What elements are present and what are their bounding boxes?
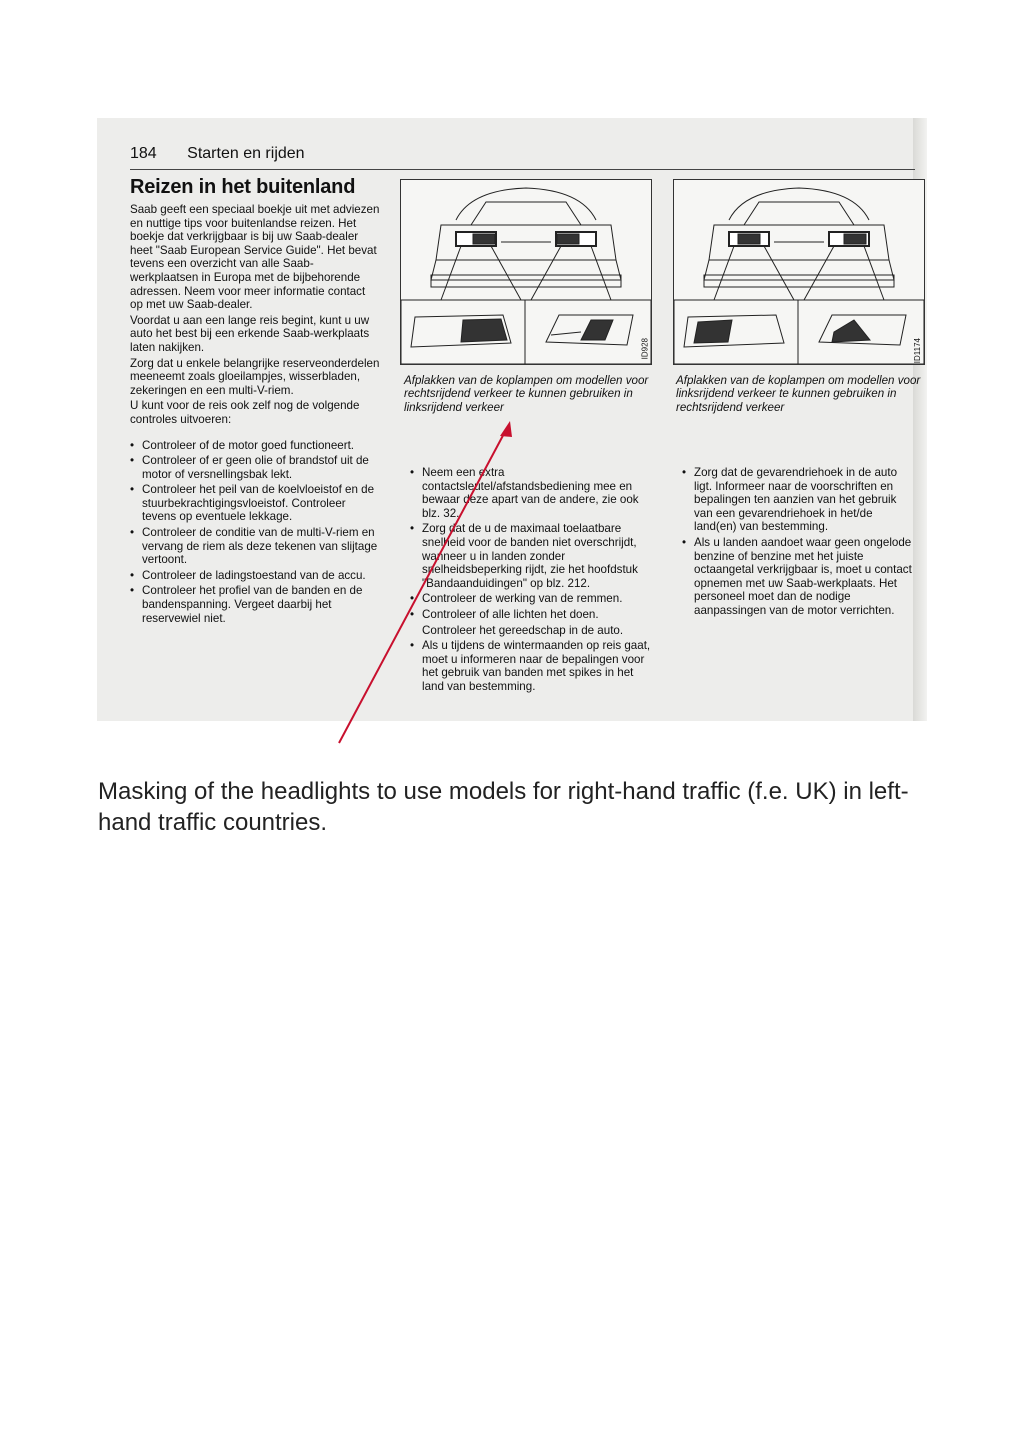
list-item: Controleer het gereedschap in de auto. <box>422 623 624 637</box>
list-item: • Controleer het profiel van de banden en de bandenspanning. Vergeet daarbij het reservewiel niet. <box>142 584 380 625</box>
list-item: • Neem een extra contactsleutel/afstandsbediening mee en bewaar deze apart van de andere, zie ook blz. 32. <box>422 466 655 520</box>
paragraph: U kunt voor de reis ook zelf nog de volgende controles uitvoeren: <box>130 399 360 426</box>
paragraph: Zorg dat u enkele belangrijke reserveonderdelen meeneemt zoals gloeilampjes, wisserbladen, zekeringen en een multi-V-riem. <box>130 356 380 397</box>
page-number: 184 <box>130 145 157 162</box>
arrow-head <box>500 421 512 437</box>
list-item: • Als u tijdens de wintermaanden op reis gaat, moet u informeren naar de bepalingen voor het gebruik van banden met spikes in het land van bestemming. <box>422 639 655 693</box>
list-item: • Zorg dat de gevarendriehoek in de auto ligt. Informeer naar de voorschriften en bepalingen ten aanzien van het gebruik van een gevarendriehoek in het/de land(en) van bestemming. <box>694 466 914 534</box>
figure-id: ID928 <box>640 338 649 360</box>
list-item: • Controleer het peil van de koelvloeistof en de stuurbekrachtigingsvloeistof. Controleer tevens op eventuele lekkage. <box>142 483 380 524</box>
figure-caption-right: Afplakken van de koplampen om modellen voor linksrijdend verkeer te kunnen gebruiken in rechtsrijdend verkeer <box>676 374 921 414</box>
list-item: • Controleer of alle lichten het doen. <box>422 608 655 622</box>
list-item: • Controleer de werking van de remmen. <box>422 592 655 606</box>
figure-id: ID1174 <box>913 338 922 364</box>
section-heading: Reizen in het buitenland <box>130 176 356 198</box>
arrow-line <box>339 428 507 743</box>
list-item: • Controleer of er geen olie of brandstof uit de motor of versnellingsbak lekt. <box>142 454 380 481</box>
annotation-note: Masking of the headlights to use models for right-hand traffic (f.e. UK) in left-hand traffic countries. <box>98 778 909 836</box>
list-item: • Zorg dat de u de maximaal toelaatbare snelheid voor de banden niet overschrijdt, wanneer u in landen zonder snelheidsbeperking rijdt, zie het hoofdstuk "Bandaanduidingen" op blz. 212. <box>422 522 655 590</box>
list-item: • Als u landen aandoet waar geen ongelode benzine of benzine met het juiste octaangetal verkrijgbaar is, moet u contact opnemen met uw Saab-werkplaats. Het personeel moet dan de nodige aanpassingen van de motor verrichten. <box>694 536 914 618</box>
figure-caption-left: Afplakken van de koplampen om modellen voor rechtsrijdend verkeer te kunnen gebruiken in linksrijdend verkeer <box>404 374 649 414</box>
paragraph: Saab geeft een speciaal boekje uit met adviezen en nuttige tips voor buitenlandse reizen. Het boekje dat verkrijgbaar is bij uw Saab-dealer heet "Saab European Service Guide". Het bevat tevens een overzicht van alle Saab-werkplaatsen in Europa met de bijbehorende adressen. Neem voor meer informatie contact op met uw Saab-dealer. <box>130 203 380 312</box>
list-item: • Controleer de conditie van de multi-V-riem en vervang de riem als deze tekenen van slijtage vertoont. <box>142 526 380 567</box>
list-item: • Controleer de ladingstoestand van de accu. <box>142 569 380 583</box>
section-title: Starten en rijden <box>187 145 305 162</box>
list-item: • Controleer of de motor goed functioneert. <box>142 439 380 453</box>
paragraph: Voordat u aan een lange reis begint, kunt u uw auto het best bij een erkende Saab-werkplaats laten nakijken. <box>130 313 370 354</box>
